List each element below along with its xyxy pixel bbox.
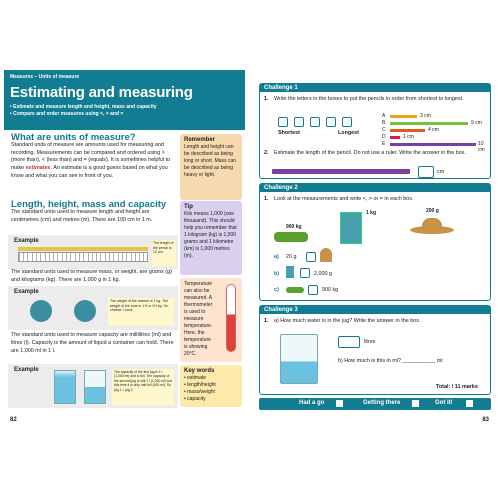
total-marks: Total: / 11 marks [436, 384, 478, 390]
litres-answer-box[interactable] [338, 336, 360, 348]
keyword: • estimate [184, 375, 207, 381]
challenge-2 [259, 183, 491, 301]
compare-box[interactable] [300, 268, 310, 278]
pencil-letter: B [382, 120, 386, 126]
had-a-go-checkbox[interactable] [335, 399, 344, 408]
tip-box [180, 201, 242, 275]
section-length [11, 201, 175, 224]
challenge-title: Challenge 1 [260, 84, 490, 92]
example-scales [8, 286, 178, 330]
example-label: Example [14, 238, 39, 244]
para-what: Standard units of measure are amounts used for measuring and recording. Measurements can be compared and ordered using > (more than), < (less than) and = (equals). It is sometimes helpful to make estimates. An estimate is a good guess based on what you know and what you can see in front of you. [11, 141, 171, 179]
pencil-bar [390, 136, 400, 139]
answer-box[interactable] [326, 117, 336, 127]
jug-half-icon [84, 370, 106, 404]
challenge-3 [259, 305, 491, 395]
compare-box[interactable] [306, 252, 316, 262]
pencil-image [18, 247, 148, 251]
answer-box[interactable] [310, 117, 320, 127]
compare-box[interactable] [308, 285, 318, 295]
answer-box[interactable] [278, 117, 288, 127]
question-text: Estimate the length of the pencil. Do not use a ruler. Write the answer in the box. [274, 150, 466, 156]
pencil-letter: C [382, 127, 386, 133]
jug-full-icon [54, 370, 76, 404]
hat-icon [320, 248, 332, 262]
example-jugs [8, 364, 178, 408]
objective-2: • Compare and order measures using <, > and = [10, 111, 124, 117]
right-page [255, 70, 493, 422]
shortest-label: Shortest [278, 130, 300, 136]
keyword: • capacity [184, 396, 206, 402]
progress-footer [259, 398, 491, 410]
pencil-image [272, 169, 410, 174]
keywords-box [180, 365, 242, 407]
question-text: Look at the measurements and write <, > or = in each box. [274, 196, 414, 202]
value: 900 kg [322, 287, 339, 293]
left-page [4, 70, 245, 422]
para-mass: The standard units used to measure mass, or weight, are grams (g) and kilograms (kg). There are 1,000 g in 1 kg. [11, 269, 172, 283]
example-label: Example [14, 367, 39, 373]
pencil-length: 4 cm [428, 127, 439, 133]
left-header [4, 70, 245, 130]
litres-label: litres [364, 339, 376, 345]
value: 2,000 g [314, 271, 332, 277]
remember-box [180, 134, 242, 200]
example-ruler [8, 235, 178, 269]
tip-text: Kilo means 1,000 (one thousand). This should help you remember that 1 kilogram (kg) is 1,000 grams and 1 kilometre (km) is 1,000 metres (m). [184, 211, 237, 259]
part-label: b) [274, 271, 280, 277]
pencil-length: 1 cm [403, 134, 414, 140]
pencil-length: 3 cm [420, 113, 431, 119]
pencil-length: 9 cm [471, 120, 482, 126]
keywords-title: Key words [184, 368, 215, 374]
example-label: Example [14, 289, 39, 295]
value: 20 g [286, 254, 297, 260]
hat-weight: 200 g [426, 208, 439, 214]
heading-length: Length, height, mass and capacity [11, 199, 167, 210]
tip-title: Tip [184, 204, 193, 210]
cm-answer-box[interactable] [418, 166, 434, 178]
pencil-length: 10 cm [478, 141, 485, 153]
ruler-image [18, 252, 148, 262]
car-icon [274, 232, 308, 242]
footer-label: Had a go [299, 400, 325, 406]
pencil-letter: D [382, 134, 386, 140]
page-number: 83 [482, 417, 489, 423]
book-icon [340, 212, 362, 244]
pencil-letter: A [382, 113, 386, 119]
remember-text: Length and height can be described as being long or short. Mass can be described as being heavy or light. [184, 144, 236, 178]
answer-box[interactable] [294, 117, 304, 127]
section-what [11, 134, 175, 181]
pencil-bar [390, 129, 425, 132]
challenge-title: Challenge 3 [260, 306, 490, 314]
question-text: Write the letters in the boxes to put the pencils in order from shortest to longest. [274, 96, 464, 102]
keyword: • length/height [184, 382, 216, 388]
hat-icon [422, 218, 442, 230]
question-number: 1. [264, 96, 269, 102]
temperature-text: Temperature can also be measured. A thermometer is used to measure temperature. Here, the temperature is showing 20°C. [184, 281, 213, 357]
car-icon [286, 287, 304, 293]
page-number: 82 [10, 417, 17, 423]
objectives [10, 104, 239, 118]
challenge-title: Challenge 2 [260, 184, 490, 192]
pencil-bar [390, 115, 417, 118]
para-length: The standard units used to measure length and height are centimetres (cm) and metres (m). There are 100 cm in 1 m. [11, 208, 153, 223]
car-weight: 900 kg [286, 224, 302, 230]
breadcrumb: Measures – Units of measure [10, 74, 80, 80]
question-number: 1. [264, 196, 269, 202]
pencil-bar [390, 122, 468, 125]
getting-there-checkbox[interactable] [411, 399, 420, 408]
objective-1: • Estimate and measure length and height, mass and capacity [10, 104, 157, 110]
book-icon [286, 266, 294, 278]
longest-label: Longest [338, 130, 359, 136]
para-capacity: The standard units used to measure capacity are millilitres (ml) and litres (l). Capacity is the amount of liquid a container can hold. There are 1,000 ml in 1 l. [11, 332, 174, 354]
part-label: a) [274, 254, 279, 260]
pencil-note: The length of the pencil is 12 cm. [152, 240, 176, 266]
footer-label: Got it! [435, 400, 453, 406]
thermometer-icon [226, 284, 236, 352]
got-it-checkbox[interactable] [465, 399, 474, 408]
jug-note: The capacity of the first jug is 1 l (1,000 ml) and is full. The capacity of the second jug is still 1 l (1,000 ml) but this time it is only half full (500 ml). So jug 1 > jug 2. [112, 369, 174, 405]
pencil-letter: E [382, 141, 386, 147]
scale-icon [74, 300, 96, 322]
question-number: 2. [264, 150, 269, 156]
question-number: 1. [264, 318, 269, 324]
heading-what: What are units of measure? [11, 132, 136, 143]
keyword: • mass/weight [184, 389, 215, 395]
question-text: a) How much water is in the jug? Write the answer in the box. [274, 318, 421, 324]
remember-title: Remember [184, 137, 216, 143]
temperature-box [180, 278, 242, 362]
page-title: Estimating and measuring [10, 84, 193, 101]
part-label: c) [274, 287, 279, 293]
book-weight: 1 kg [366, 210, 377, 216]
scale-note: The weight of the cheese is 1 kg. The weight of the tuna is 1.5 or 1½ kg. So, cheese < tuna. [108, 298, 174, 326]
question-text: b) How much is this in ml? ___________ ml [338, 358, 443, 364]
measuring-jug-icon [280, 334, 318, 384]
footer-label: Getting there [363, 400, 401, 406]
answer-box[interactable] [342, 117, 352, 127]
challenge-1 [259, 83, 491, 179]
cm-label: cm [437, 169, 445, 175]
pencil-bar [390, 143, 476, 146]
scale-icon [30, 300, 52, 322]
